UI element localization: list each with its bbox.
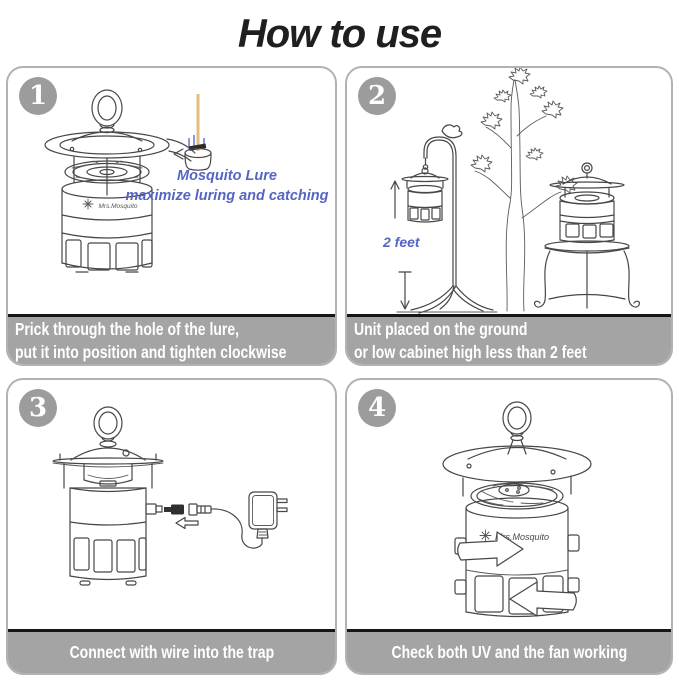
trap-lid [443, 446, 591, 482]
step-2-badge [358, 77, 396, 115]
caption-bar-1 [8, 314, 335, 364]
caption-3-text: Connect with wire into the trap [69, 642, 274, 663]
caption-1-line2: put it into position and tighten clockwise [15, 341, 287, 362]
lure-annotation [120, 167, 334, 206]
brand-text: Mrs.Mosquito [98, 203, 138, 210]
mosquito-icon [480, 530, 491, 541]
cable-connector [146, 504, 211, 529]
placement-illustration [347, 68, 671, 314]
table-trap [550, 163, 624, 243]
plug-tip [164, 507, 171, 512]
lure-annotation-line2: maximize luring and catching [125, 187, 329, 204]
insert-arrow-icon [176, 518, 198, 529]
step-4-badge [358, 389, 396, 427]
step-4-number: 4 [367, 393, 387, 423]
brand-text: Mrs.Mosquito [494, 532, 550, 542]
panel-step-3 [6, 378, 337, 675]
table-stand [535, 241, 640, 308]
caption-1-line1: Prick through the hole of the lure, [15, 319, 240, 340]
bird-ornament [442, 125, 462, 138]
ring-handle [92, 90, 122, 133]
page-title: How to use [237, 11, 442, 56]
lure-annotation-line1: Mosquito Lure [177, 168, 277, 184]
height-arrow-top [391, 181, 399, 218]
trap-lid [45, 132, 169, 158]
caption-4-text: Check both UV and the fan working [391, 642, 627, 663]
fan-grill [463, 476, 571, 509]
power-connection-illustration [8, 380, 335, 629]
height-annotation: 2 feet [383, 234, 420, 250]
caption-bar-3 [8, 629, 335, 673]
step-1-badge [19, 77, 57, 115]
hanging-trap [402, 168, 448, 222]
caption-bar-2 [347, 314, 671, 364]
panel-step-4 [345, 378, 673, 675]
steps-grid [0, 66, 679, 675]
uv-fan-check-illustration [347, 380, 671, 629]
ring-handle [94, 407, 122, 447]
panel-step-1 [6, 66, 337, 366]
step-3-number: 3 [28, 393, 48, 423]
step-1-number: 1 [28, 81, 48, 111]
brand-label [480, 530, 549, 542]
tree [471, 68, 577, 311]
step-3-badge [19, 389, 57, 427]
height-arrow-bottom [399, 272, 411, 309]
mosquito-icon [83, 199, 93, 209]
caption-2-line1: Unit placed on the ground [354, 319, 528, 340]
caption-bar-4 [347, 629, 671, 673]
trap-lid [53, 448, 163, 486]
caption-2-line2: or low cabinet high less than 2 feet [354, 341, 587, 362]
vent-slots [74, 538, 146, 572]
step-2-number: 2 [367, 81, 387, 111]
power-adapter [249, 492, 287, 538]
plug-body [171, 505, 184, 515]
panel-step-2 [345, 66, 673, 366]
